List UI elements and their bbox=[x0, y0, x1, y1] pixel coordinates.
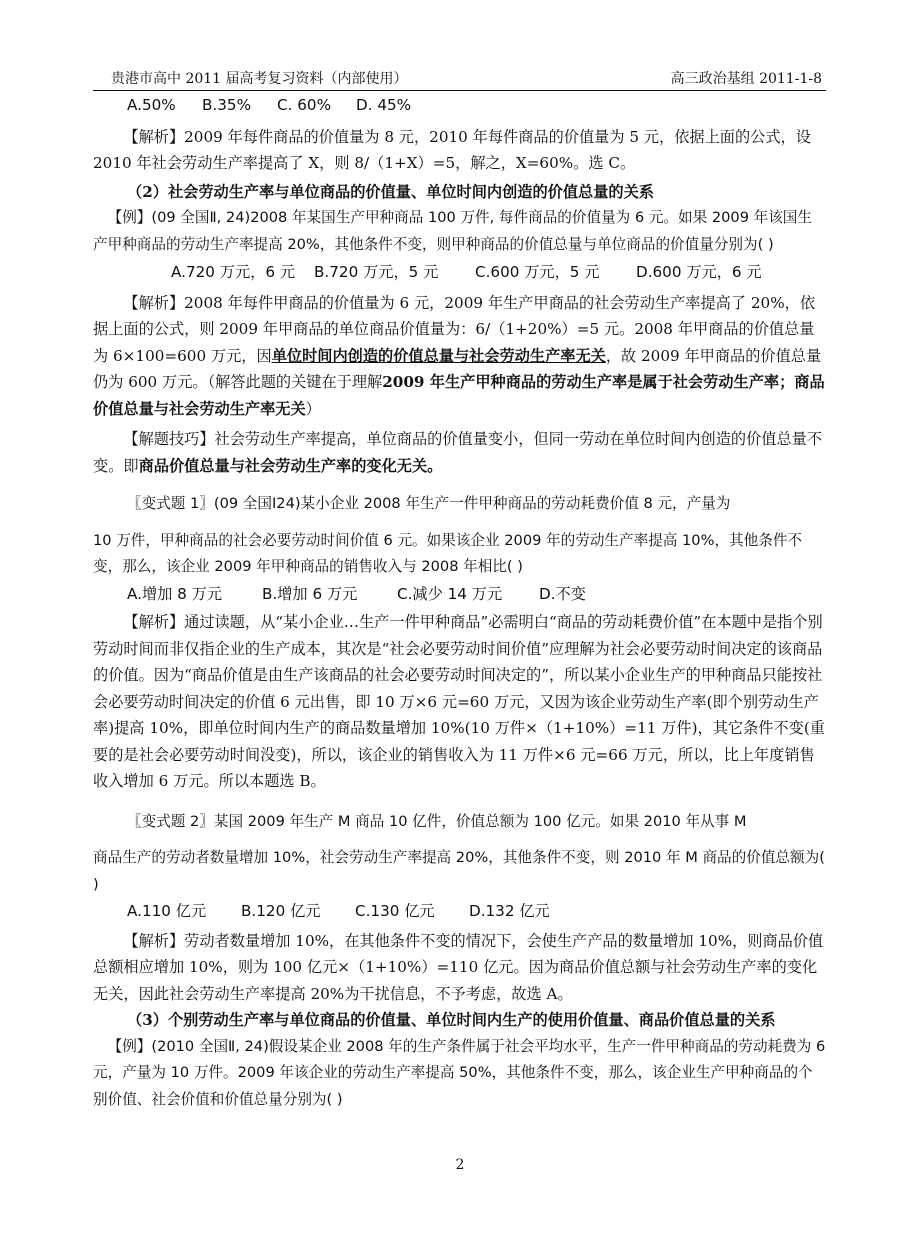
s2-option-b: B.720 万元，5 元 bbox=[314, 263, 439, 281]
page-number: 2 bbox=[455, 1157, 465, 1173]
s2-analysis bbox=[93, 290, 826, 423]
s2-analysis-underline: 单位时间内创造的价值总量与社会劳动生产率无关 bbox=[271, 346, 606, 365]
v1-option-a: A.增加 8 万元 bbox=[127, 584, 223, 603]
variant-2-line2: 商品生产的劳动者数量增加 10%，社会劳动生产率提高 20%，其他条件不变，则 2010 年 M 商品的价值总额为( ) bbox=[93, 849, 825, 893]
v1-option-b: B.增加 6 万元 bbox=[262, 584, 358, 603]
s2-option-d: D.600 万元，6 元 bbox=[636, 263, 762, 281]
q0-option-c: C. 60% bbox=[277, 96, 332, 114]
s2-tip bbox=[93, 426, 826, 479]
variant-2-line1: 〖变式题 2〗某国 2009 年生产 M 商品 10 亿件，价值总额为 100 亿元。如果 2010 年从事 M bbox=[127, 812, 747, 830]
s2-options bbox=[93, 259, 826, 286]
s2-option-c: C.600 万元，5 元 bbox=[475, 263, 600, 281]
v2-option-a: A.110 亿元 bbox=[127, 902, 207, 920]
q0-option-a: A.50% bbox=[127, 96, 176, 114]
header-left-text: 贵港市高中 2011 届高考复习资料（内部使用） bbox=[111, 71, 408, 87]
v1-option-c: C.减少 14 万元 bbox=[397, 584, 503, 603]
page-header bbox=[93, 66, 826, 91]
s2-analysis-text-c: ） bbox=[305, 399, 321, 418]
v2-option-b: B.120 亿元 bbox=[241, 902, 321, 920]
v2-option-d: D.132 亿元 bbox=[469, 902, 550, 920]
q0-analysis: 【解析】2009 年每件商品的价值量为 8 元，2010 年每件商品的价值量为 5 元，依据上面的公式，设 2010 年社会劳动生产率提高了 X，则 8/（1+X）=5，解之，X=60%。选 C。 bbox=[93, 127, 811, 172]
q0-options bbox=[93, 92, 826, 119]
v1-options bbox=[93, 581, 826, 608]
section-2-title: （2）社会劳动生产率与单位商品的价值量、单位时间内创造的价值总量的关系 bbox=[127, 182, 654, 201]
v2-analysis: 【解析】劳动者数量增加 10%，在其他条件不变的情况下，会使生产产品的数量增加 10%，则商品价值总额相应增加 10%，则为 100 亿元×（1+10%）=110 亿元。因为商品价值总额与社会劳动生产率的变化无关，因此社会劳动生产率提高 20%为干扰信息，不予考虑，故选 A。 bbox=[93, 931, 824, 1003]
s2-tip-bold: 商品价值总量与社会劳动生产率的变化无关。 bbox=[138, 456, 443, 475]
section-3-title: （3）个别劳动生产率与单位商品的价值量、单位时间内生产的使用价值量、商品价值总量的关系 bbox=[127, 1011, 776, 1029]
variant-1-line2: 10 万件，甲种商品的社会必要劳动时间价值 6 元。如果该企业 2009 年的劳动生产率提高 10%，其他条件不变，那么，该企业 2009 年甲种商品的销售收入与 2008 年相比( ) bbox=[93, 531, 803, 575]
v1-option-d: D.不变 bbox=[539, 584, 586, 603]
s2-option-a: A.720 万元，6 元 bbox=[171, 263, 296, 281]
q0-option-b: B.35% bbox=[202, 96, 252, 114]
document-body bbox=[93, 92, 826, 1113]
s2-tip-text: 【解题技巧】社会劳动生产率提高，单位商品的价值量变小，但同一劳动在单位时间内创造的价值总量不变。即 bbox=[93, 430, 823, 475]
q0-option-d: D. 45% bbox=[356, 96, 412, 114]
s3-example: 【例】(2010 全国Ⅱ, 24)假设某企业 2008 年的生产条件属于社会平均水平，生产一件甲种商品的劳动耗费为 6 元，产量为 10 万件。2009 年该企业的劳动生产率提高 50%，其他条件不变，那么，该企业生产甲种商品的个别价值、社会价值和价值总量分别为( ) bbox=[93, 1037, 826, 1108]
v1-analysis: 【解析】通过读题，从“某小企业…生产一件甲种商品”必需明白“商品的劳动耗费价值”在本题中是指个别劳动时间而非仅指企业的生产成本，其次是“社会必要劳动时间价值”应理解为社会必要劳动时间决定的该商品的价值。因为“商品价值是由生产该商品的社会必要劳动时间决定的”，所以某小企业生产的甲种商品只能按社会必要劳动时间决定的价值 6 元出售，即 10 万×6 元=60 万元，又因为该企业劳动生产率(即个别劳动生产率)提高 10%，即单位时间内生产的商品数量增加 10%(10 万件×（1+10%）=11 万件)，其它条件不变(重要的是社会必要劳动时间没变)，所以，该企业的销售收入为 11 万件×6 元=66 万元，所以，比上年度销售收入增加 6 万元。所以本题选 B。 bbox=[93, 613, 825, 790]
s2-example: 【例】(09 全国Ⅱ, 24)2008 年某国生产甲种商品 100 万件, 每件商品的价值量为 6 元。如果 2009 年该国生产甲种商品的劳动生产率提高 20%，其他条件不变，则甲种商品的价值总量与单位商品的价值量分别为( ) bbox=[93, 209, 812, 253]
s2-analysis-bold: 2009 年生产甲种商品的劳动生产率是属于社会劳动生产率；商品价值总量与社会劳动生产率无关 bbox=[93, 373, 825, 418]
v2-option-c: C.130 亿元 bbox=[355, 902, 435, 920]
v2-options bbox=[93, 898, 826, 925]
variant-1-line1: 〖变式题 1〗(09 全国Ⅰ24)某小企业 2008 年生产一件甲种商品的劳动耗费价值 8 元，产量为 bbox=[127, 495, 731, 512]
header-right-text: 高三政治基组 2011-1-8 bbox=[670, 71, 822, 87]
s2-analysis-text-b: ，故 2009 年甲商品的价值总量仍为 600 万元。（解答此题的关键在于理解 bbox=[93, 346, 822, 391]
s2-analysis-text-a: 【解析】2008 年每件甲商品的价值量为 6 元，2009 年生产甲商品的社会劳动生产率提高了 20%，依据上面的公式，则 2009 年甲商品的单位商品价值量为：6/（1+20%）=5 元。2008 年甲商品的价值总量为 6×100=600 万元，因 bbox=[93, 293, 816, 365]
